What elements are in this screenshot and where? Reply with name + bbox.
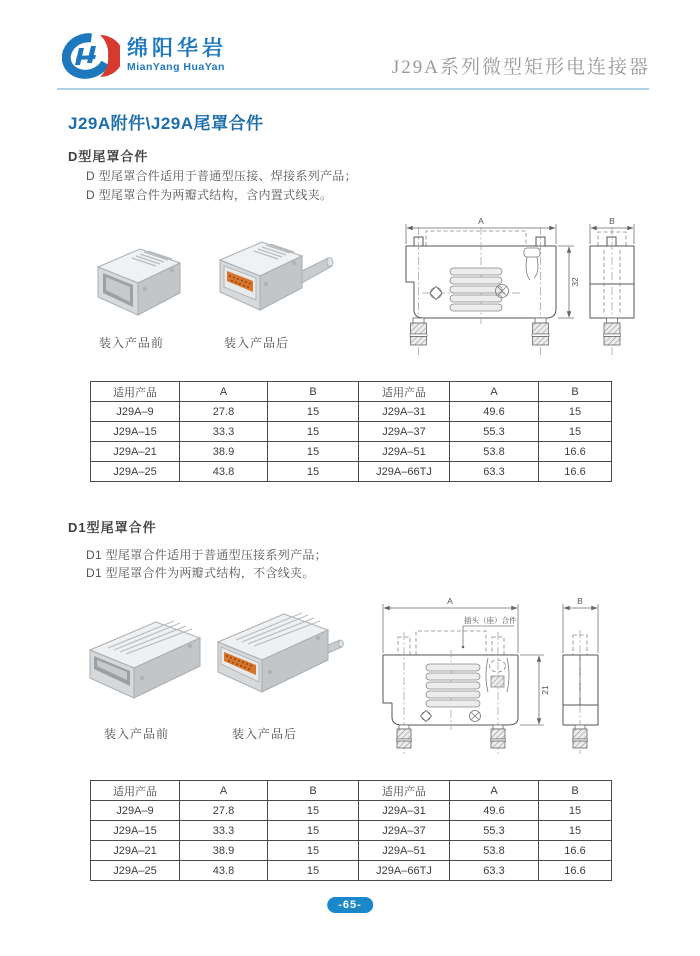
column-header: A	[180, 382, 268, 402]
table-cell: 15	[268, 462, 359, 482]
dim-label-a: A	[478, 216, 484, 226]
table-cell: 38.9	[180, 841, 268, 861]
table-cell: J29A–9	[91, 402, 180, 422]
table-cell: J29A–37	[359, 422, 450, 442]
logo-name-en: MianYang HuaYan	[127, 60, 225, 73]
table-cell: 27.8	[180, 801, 268, 821]
drawing-d-type	[398, 212, 638, 362]
table-row	[91, 442, 612, 462]
column-header: 适用产品	[359, 781, 450, 801]
logo-name-cn: 绵阳华岩	[127, 37, 227, 61]
spec-table-d	[90, 381, 612, 482]
logo-mark-icon	[62, 30, 120, 80]
drawing-d1-type	[376, 590, 638, 758]
table-cell: 16.6	[539, 442, 612, 462]
table-cell: J29A–31	[359, 801, 450, 821]
header-divider	[57, 88, 649, 90]
table-cell: 63.3	[450, 861, 539, 881]
dim-label-a2: A	[447, 596, 453, 606]
photo-d-before	[82, 237, 194, 329]
column-header: B	[539, 781, 612, 801]
photo-d1-after	[206, 600, 346, 720]
table-cell: J29A–15	[91, 821, 180, 841]
table-cell: 15	[268, 841, 359, 861]
table-row	[91, 422, 612, 442]
page-title: J29A附件\J29A尾罩合件	[68, 114, 264, 133]
table-cell: 55.3	[450, 422, 539, 442]
photo-d1-before	[78, 608, 218, 720]
table-cell: 55.3	[450, 821, 539, 841]
table-cell: 15	[268, 422, 359, 442]
document-title: J29A系列微型矩形电连接器	[391, 57, 650, 78]
table-cell: J29A–21	[91, 841, 180, 861]
table-row	[91, 801, 612, 821]
column-header: A	[450, 382, 539, 402]
table-cell: J29A–66TJ	[359, 462, 450, 482]
table-cell: 15	[539, 422, 612, 442]
table-cell: 15	[268, 821, 359, 841]
table-cell: J29A–25	[91, 462, 180, 482]
table-cell: 49.6	[450, 801, 539, 821]
table-cell: 27.8	[180, 402, 268, 422]
dim-label-height2: 21	[540, 685, 550, 695]
section-d-desc-1: D 型尾罩合件适用于普通型压接、焊接系列产品；	[86, 169, 357, 183]
table-cell: 15	[539, 821, 612, 841]
table-cell: 33.3	[180, 821, 268, 841]
section-d-heading: D型尾罩合件	[68, 149, 149, 164]
column-header: A	[180, 781, 268, 801]
caption-d1-after: 装入产品后	[232, 727, 298, 741]
column-header: B	[539, 382, 612, 402]
table-cell: J29A–15	[91, 422, 180, 442]
column-header: 适用产品	[91, 781, 180, 801]
table-cell: 63.3	[450, 462, 539, 482]
table-cell: J29A–37	[359, 821, 450, 841]
table-cell: 43.8	[180, 861, 268, 881]
table-cell: 53.8	[450, 841, 539, 861]
table-cell: J29A–21	[91, 442, 180, 462]
callout-label: 插头（座）合件	[464, 616, 517, 625]
table-header-row	[91, 382, 612, 402]
table-cell: 16.6	[539, 462, 612, 482]
table-cell: J29A–51	[359, 442, 450, 462]
section-d-desc-2: D 型尾罩合件为两瓣式结构，含内置式线夹。	[86, 188, 333, 202]
table-cell: 49.6	[450, 402, 539, 422]
section-d1-desc-1: D1 型尾罩合件适用于普通型压接系列产品；	[86, 548, 327, 562]
table-row	[91, 402, 612, 422]
table-cell: J29A–25	[91, 861, 180, 881]
dim-label-height: 32	[570, 277, 580, 287]
page-number-badge: -65-	[327, 897, 373, 913]
table-cell: J29A–9	[91, 801, 180, 821]
caption-d-before: 装入产品前	[99, 336, 165, 350]
table-cell: 38.9	[180, 442, 268, 462]
table-cell: 15	[268, 861, 359, 881]
column-header: B	[268, 382, 359, 402]
table-cell: J29A–66TJ	[359, 861, 450, 881]
table-cell: 15	[268, 801, 359, 821]
table-header-row	[91, 781, 612, 801]
column-header: 适用产品	[359, 382, 450, 402]
table-cell: 53.8	[450, 442, 539, 462]
table-row	[91, 821, 612, 841]
caption-d-after: 装入产品后	[224, 336, 290, 350]
column-header: 适用产品	[91, 382, 180, 402]
table-cell: J29A–51	[359, 841, 450, 861]
table-cell: 15	[268, 442, 359, 462]
table-cell: 15	[268, 402, 359, 422]
table-cell: J29A–31	[359, 402, 450, 422]
spec-table-d1	[90, 780, 612, 881]
logo-text	[127, 37, 227, 72]
dim-label-b2: B	[577, 596, 583, 606]
company-logo	[62, 30, 227, 80]
table-cell: 15	[539, 801, 612, 821]
table-cell: 16.6	[539, 861, 612, 881]
photo-d-after	[196, 230, 338, 330]
table-row	[91, 462, 612, 482]
column-header: A	[450, 781, 539, 801]
table-cell: 43.8	[180, 462, 268, 482]
table-cell: 16.6	[539, 841, 612, 861]
section-d1-desc-2: D1 型尾罩合件为两瓣式结构，不含线夹。	[86, 566, 315, 580]
table-row	[91, 861, 612, 881]
table-cell: 15	[539, 402, 612, 422]
dim-label-b: B	[609, 216, 615, 226]
caption-d1-before: 装入产品前	[104, 727, 170, 741]
table-cell: 33.3	[180, 422, 268, 442]
section-d1-heading: D1型尾罩合件	[68, 520, 157, 535]
table-row	[91, 841, 612, 861]
column-header: B	[268, 781, 359, 801]
